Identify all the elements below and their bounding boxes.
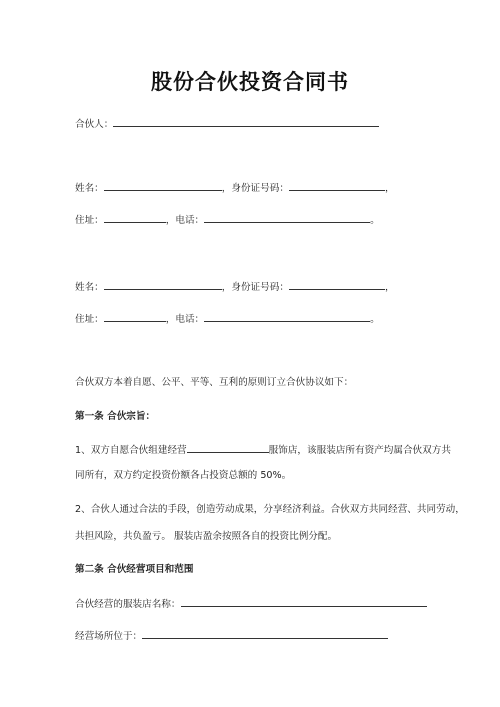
intro-paragraph: 合伙双方本着自愿、公平、平等、互利的原则订立合伙协议如下： (75, 377, 354, 388)
partner2-address-line (75, 311, 380, 327)
partner1-name-line (75, 180, 395, 196)
phone-end: 。 (370, 215, 380, 226)
phone-blank (204, 212, 370, 223)
address-blank (104, 212, 166, 223)
name-label: 姓名： (75, 282, 104, 293)
location-line (75, 628, 388, 644)
name-label: 姓名： (75, 183, 104, 194)
phone-end: 。 (370, 314, 380, 325)
article1-p1-line1 (75, 442, 451, 458)
phone-blank (204, 311, 370, 322)
address-label: 住址： (75, 314, 104, 325)
id-label: ，身份证号码： (221, 282, 289, 293)
name-blank (104, 279, 222, 290)
phone-label: ，电话： (165, 215, 205, 226)
name-blank (104, 180, 222, 191)
p1-suffix: 服饰店，该服装店所有资产均属合伙双方共 (268, 445, 451, 456)
store-type-blank (187, 442, 269, 453)
partner-line (75, 116, 379, 132)
partner-label: 合伙人： (75, 119, 114, 130)
document-title: 股份合伙投资合同书 (151, 70, 349, 94)
id-blank (289, 279, 385, 290)
article2-heading: 第二条 合伙经营项目和范围 (75, 564, 194, 575)
location-blank (142, 628, 388, 639)
partner-blank (113, 116, 379, 127)
partner2-name-line (75, 279, 395, 295)
id-end: ， (384, 183, 395, 194)
article1-p2-line2: 共担风险，共负盈亏。 服装店盈余按照各自的投资比例分配。 (75, 531, 338, 542)
p1-prefix: 1、双方自愿合伙组建经营 (75, 445, 187, 456)
id-blank (289, 180, 385, 191)
article1-heading: 第一条 合伙宗旨： (75, 411, 156, 422)
store-name-blank (181, 596, 427, 607)
partner1-address-line (75, 212, 380, 228)
article1-p2-line1: 2、合伙人通过合法的手段，创造劳动成果，分享经济利益。合伙双方共同经营、共同劳动， (75, 504, 465, 515)
address-blank (104, 311, 166, 322)
article1-p1-line2: 同所有，双方约定投资份额各占投资总额的 50%。 (75, 470, 292, 481)
address-label: 住址： (75, 215, 104, 226)
store-name-line (75, 596, 427, 612)
store-name-label: 合伙经营的服装店名称： (75, 599, 181, 610)
id-end: ， (384, 282, 395, 293)
phone-label: ，电话： (165, 314, 205, 325)
location-label: 经营场所位于： (75, 631, 143, 642)
id-label: ，身份证号码： (221, 183, 289, 194)
